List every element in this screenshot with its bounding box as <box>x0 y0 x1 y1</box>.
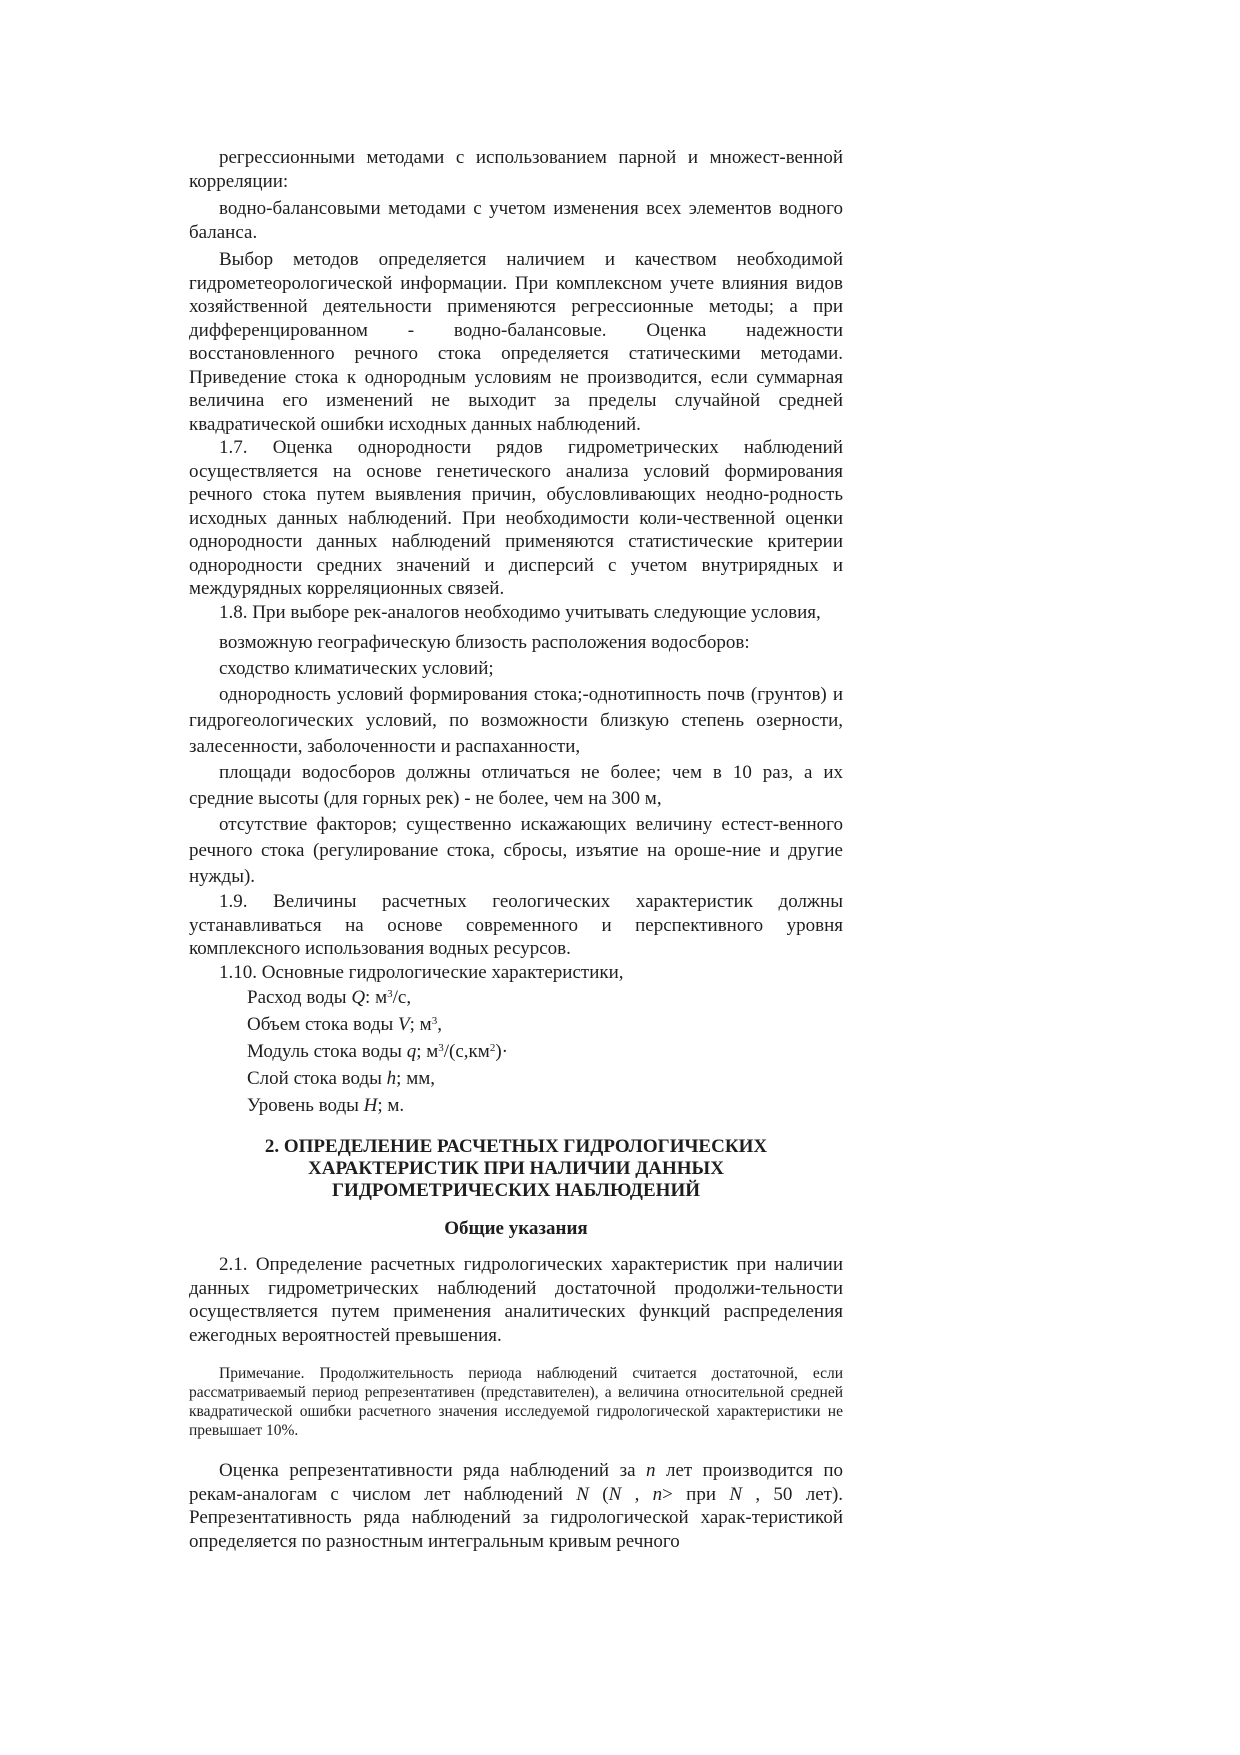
characteristic-item: Объем стока воды V; $м^3$, <box>247 1014 442 1035</box>
characteristics-list <box>189 984 843 1119</box>
paragraph-1-7: 1.7. Оценка однородности рядов гидрометрических наблюдений осуществляется на основе генетического анализа условий формирования речного стока путем выявления причин, обусловливающих неодно-родность исходных данных наблюдений. При необходимости коли-чественной оценки однородности данных наблюдений применяются статистические критерии однородности средних значений и дисперсий с учетом внутрирядных и междурядных корреляционных связей. <box>189 437 843 599</box>
paragraph: Выбор методов определяется наличием и качеством необходимой гидрометеорологической информации. При комплексном учете влияния видов хозяйственной деятельности применяются регрессионные методы; а при дифференцированном - водно-балансовые. Оценка надежности восстановленного речного стока определяется статическими методами. Приведение стока к однородным условиям не производится, если суммарная величина его изменений не выходит за пределы случайной средней квадратической ошибки исходных данных наблюдений. <box>189 249 843 435</box>
condition-item: однородность условий формирования стока;-однотипность почв (грунтов) и гидрогеологических условий, по возможности близкую степень озерности, залесенности, заболоченности и распаханности, <box>189 684 843 757</box>
section-subtitle: Общие указания <box>444 1218 588 1239</box>
paragraph-1-8: 1.8. При выборе рек-аналогов необходимо учитывать следующие условия, <box>219 601 821 623</box>
characteristic-item: Модуль стока воды q; $м^3/(с,км^2)\cdot$ <box>247 1041 508 1062</box>
paragraph-1-9: 1.9. Величины расчетных геологических характеристик должны устанавливаться на основе современного и перспективного уровня комплексного использования водных ресурсов. <box>189 891 843 959</box>
characteristic-item: Уровень воды H; м. <box>247 1095 405 1116</box>
condition-item: возможную географическую близость расположения водосборов: <box>219 632 750 653</box>
note: Примечание. Продолжительность периода наблюдений считается достаточной, если рассматриваемый период репрезентативен (представителен), а величина относительной средней квадратической ошибки расчетного значения исследуемой гидрологической характеристики не превышает 10%. <box>189 1365 843 1439</box>
paragraph-2-1: 2.1. Определение расчетных гидрологических характеристик при наличии данных гидрометрических наблюдений достаточной продолжи-тельности осуществляется путем применения аналитических функций распределения ежегодных вероятностей превышения. <box>189 1254 843 1346</box>
paragraph: водно-балансовыми методами с учетом изменения всех элементов водного баланса. <box>189 198 843 243</box>
condition-item: площади водосборов должны отличаться не более; чем в 10 раз, а их средние высоты (для горных рек) - не более, чем на 300 м, <box>189 762 843 809</box>
characteristic-item: Слой стока воды h; мм, <box>247 1068 435 1089</box>
paragraph-1-10: 1.10. Основные гидрологические характеристики, <box>219 961 624 983</box>
condition-item: сходство климатических условий; <box>219 658 494 679</box>
section-title: 2. ОПРЕДЕЛЕНИЕ РАСЧЕТНЫХ ГИДРОЛОГИЧЕСКИХ ХАРАКТЕРИСТИК ПРИ НАЛИЧИИ ДАННЫХ ГИДРОМЕТРИЧЕСКИХ НАБЛЮДЕНИЙ <box>264 1136 768 1201</box>
paragraph-representativeness: Оценка репрезентативности ряда наблюдений за n лет производится по рекам-аналогам с числом лет наблюдений N (N , n> при N , 50 лет). Репрезентативность ряда наблюдений за гидрологической харак-теристикой определяется по разностным интегральным кривым речного <box>189 1460 844 1552</box>
document-page <box>189 146 843 1553</box>
condition-item: отсутствие факторов; существенно искажающих величину естест-венного речного стока (регулирование стока, сбросы, изъятие на ороше-ние и другие нужды). <box>189 814 843 887</box>
paragraph: регрессионными методами с использованием парной и множест-венной корреляции: <box>189 147 843 192</box>
characteristic-item: Расход воды Q: $м^3/с$, <box>247 987 412 1008</box>
